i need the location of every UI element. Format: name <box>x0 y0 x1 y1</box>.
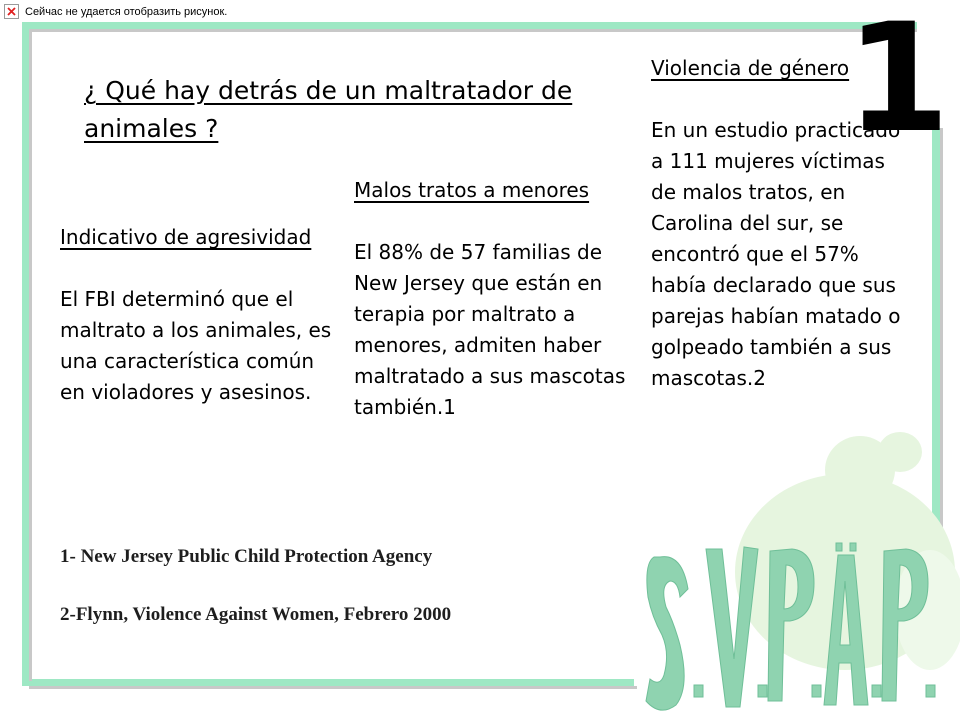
svpap-logo <box>640 535 940 715</box>
column-body: En un estudio practicado a 111 mujeres víctimas de malos tratos, en Carolina del sur, se encontró que el 57% había declarado que sus parejas habían matado o golpeado también a sus mascotas.2 <box>651 118 901 390</box>
column-heading: Malos tratos a menores <box>354 178 590 202</box>
references <box>60 542 490 629</box>
column-body: El FBI determinó que el maltrato a los animales, es una característica común en violadores y asesinos. <box>60 287 332 404</box>
column-heading: Violencia de género <box>651 56 850 80</box>
column-body: El 88% de 57 familias de New Jersey que están en terapia por maltrato a menores, admiten haber maltratado a sus mascotas también.1 <box>354 240 626 419</box>
column-heading: Indicativo de agresividad <box>60 225 312 249</box>
column-aggressiveness <box>60 222 340 408</box>
broken-image-message: Сейчас не удается отобразить рисунок. <box>25 5 228 18</box>
page-title: ¿ Qué hay detrás de un maltratador de animales ? <box>84 76 573 143</box>
column-gender-violence <box>651 53 916 394</box>
page-number: 1 <box>845 0 946 166</box>
reference-1: 1- New Jersey Public Child Protection Agency <box>60 546 433 567</box>
column-child-abuse <box>354 175 634 423</box>
reference-2: 2-Flynn, Violence Against Women, Febrero 2000 <box>60 604 452 625</box>
